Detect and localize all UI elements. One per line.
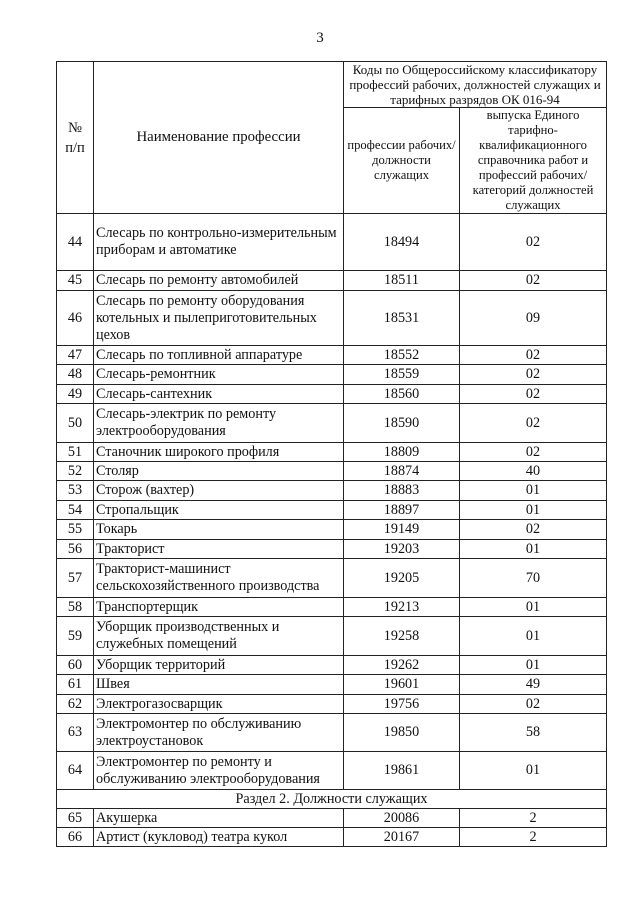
etks-code: 02 — [460, 404, 607, 443]
table-row — [57, 809, 607, 828]
profession-name: Столяр — [94, 462, 344, 481]
row-number: 62 — [57, 695, 94, 714]
table-row — [57, 346, 607, 365]
professions-table — [56, 61, 607, 847]
profession-name: Акушерка — [94, 809, 344, 828]
profession-code: 18590 — [344, 404, 460, 443]
profession-code: 18560 — [344, 385, 460, 404]
table-row — [57, 520, 607, 540]
row-number: 46 — [57, 291, 94, 346]
etks-code: 02 — [460, 695, 607, 714]
profession-code: 19258 — [344, 617, 460, 656]
table-header — [57, 62, 607, 214]
etks-code: 40 — [460, 462, 607, 481]
table-row — [57, 501, 607, 520]
table-row — [57, 385, 607, 404]
profession-name: Сторож (вахтер) — [94, 481, 344, 501]
profession-code: 20086 — [344, 809, 460, 828]
table-row — [57, 214, 607, 271]
etks-code: 02 — [460, 346, 607, 365]
table-row — [57, 714, 607, 752]
table-row — [57, 752, 607, 790]
row-number: 60 — [57, 656, 94, 675]
profession-name: Слесарь по ремонту автомобилей — [94, 271, 344, 291]
profession-code: 18531 — [344, 291, 460, 346]
etks-code: 2 — [460, 809, 607, 828]
profession-code: 18897 — [344, 501, 460, 520]
profession-name: Слесарь по контрольно-измерительным приборам и автоматике — [94, 214, 344, 271]
profession-code: 18883 — [344, 481, 460, 501]
profession-code: 19850 — [344, 714, 460, 752]
profession-name: Токарь — [94, 520, 344, 540]
profession-code: 19601 — [344, 675, 460, 695]
table-row — [57, 598, 607, 617]
profession-code: 20167 — [344, 828, 460, 847]
profession-code: 18494 — [344, 214, 460, 271]
etks-code: 02 — [460, 385, 607, 404]
row-number: 58 — [57, 598, 94, 617]
etks-code: 02 — [460, 214, 607, 271]
table-row — [57, 540, 607, 559]
row-number: 45 — [57, 271, 94, 291]
profession-name: Транспортерщик — [94, 598, 344, 617]
profession-code: 19213 — [344, 598, 460, 617]
row-number: 49 — [57, 385, 94, 404]
row-number: 51 — [57, 443, 94, 462]
etks-code: 49 — [460, 675, 607, 695]
etks-code: 01 — [460, 598, 607, 617]
header-profession-code: профессии рабочих/ должности служащих — [344, 108, 460, 214]
table-row — [57, 695, 607, 714]
etks-code: 58 — [460, 714, 607, 752]
etks-code: 01 — [460, 656, 607, 675]
profession-code: 18559 — [344, 365, 460, 385]
profession-name: Электромонтер по ремонту и обслуживанию электрооборудования — [94, 752, 344, 790]
table-row — [57, 617, 607, 656]
etks-code: 2 — [460, 828, 607, 847]
etks-code: 01 — [460, 501, 607, 520]
row-number: 55 — [57, 520, 94, 540]
row-number: 63 — [57, 714, 94, 752]
table-row — [57, 462, 607, 481]
table-row — [57, 559, 607, 598]
profession-code: 19149 — [344, 520, 460, 540]
etks-code: 01 — [460, 540, 607, 559]
row-number: 64 — [57, 752, 94, 790]
row-number: 52 — [57, 462, 94, 481]
etks-code: 09 — [460, 291, 607, 346]
profession-name: Уборщик производственных и служебных помещений — [94, 617, 344, 656]
etks-code: 01 — [460, 481, 607, 501]
row-number: 56 — [57, 540, 94, 559]
etks-code: 02 — [460, 520, 607, 540]
etks-code: 02 — [460, 271, 607, 291]
row-number: 66 — [57, 828, 94, 847]
profession-name: Слесарь-электрик по ремонту электрооборудования — [94, 404, 344, 443]
profession-code: 19861 — [344, 752, 460, 790]
section-heading: Раздел 2. Должности служащих — [57, 790, 607, 809]
etks-code: 01 — [460, 752, 607, 790]
profession-code: 18552 — [344, 346, 460, 365]
profession-code: 18511 — [344, 271, 460, 291]
profession-code: 19205 — [344, 559, 460, 598]
row-number: 47 — [57, 346, 94, 365]
row-number: 54 — [57, 501, 94, 520]
profession-code: 19262 — [344, 656, 460, 675]
profession-name: Стропальщик — [94, 501, 344, 520]
etks-code: 02 — [460, 443, 607, 462]
table-row — [57, 443, 607, 462]
table-row — [57, 481, 607, 501]
row-number: 50 — [57, 404, 94, 443]
table-body-section1 — [57, 214, 607, 790]
row-number: 57 — [57, 559, 94, 598]
profession-name: Слесарь по топливной аппаратуре — [94, 346, 344, 365]
table-body-section2-rows — [57, 809, 607, 847]
profession-name: Слесарь по ремонту оборудования котельных и пылеприготовительных цехов — [94, 291, 344, 346]
profession-name: Артист (кукловод) театра кукол — [94, 828, 344, 847]
header-classifier-codes: Коды по Общероссийскому классификатору профессий рабочих, должностей служащих и тарифных разрядов ОК 016-94 — [344, 62, 607, 108]
profession-name: Уборщик территорий — [94, 656, 344, 675]
header-etks-issue: выпуска Единого тарифно-квалификационного справочника работ и профессий рабочих/категорий должностей служащих — [460, 108, 607, 214]
page-number: 3 — [316, 30, 324, 46]
section-heading-row — [57, 790, 607, 809]
table-row — [57, 365, 607, 385]
profession-code: 19203 — [344, 540, 460, 559]
profession-name: Слесарь-сантехник — [94, 385, 344, 404]
row-number: 65 — [57, 809, 94, 828]
etks-code: 01 — [460, 617, 607, 656]
header-profession-name: Наименование профессии — [94, 62, 344, 214]
profession-code: 18874 — [344, 462, 460, 481]
table-row — [57, 675, 607, 695]
row-number: 48 — [57, 365, 94, 385]
table-row — [57, 291, 607, 346]
row-number: 53 — [57, 481, 94, 501]
profession-name: Электромонтер по обслуживанию электроустановок — [94, 714, 344, 752]
profession-name: Станочник широкого профиля — [94, 443, 344, 462]
row-number: 44 — [57, 214, 94, 271]
profession-name: Электрогазосварщик — [94, 695, 344, 714]
row-number: 59 — [57, 617, 94, 656]
profession-code: 18809 — [344, 443, 460, 462]
table-row — [57, 656, 607, 675]
profession-code: 19756 — [344, 695, 460, 714]
etks-code: 70 — [460, 559, 607, 598]
table-body-section2 — [57, 790, 607, 809]
profession-name: Тракторист — [94, 540, 344, 559]
profession-name: Слесарь-ремонтник — [94, 365, 344, 385]
header-number: № п/п — [57, 62, 94, 214]
row-number: 61 — [57, 675, 94, 695]
table-row — [57, 271, 607, 291]
table-row — [57, 404, 607, 443]
profession-name: Тракторист-машинист сельскохозяйственного производства — [94, 559, 344, 598]
table-row — [57, 828, 607, 847]
profession-name: Швея — [94, 675, 344, 695]
etks-code: 02 — [460, 365, 607, 385]
